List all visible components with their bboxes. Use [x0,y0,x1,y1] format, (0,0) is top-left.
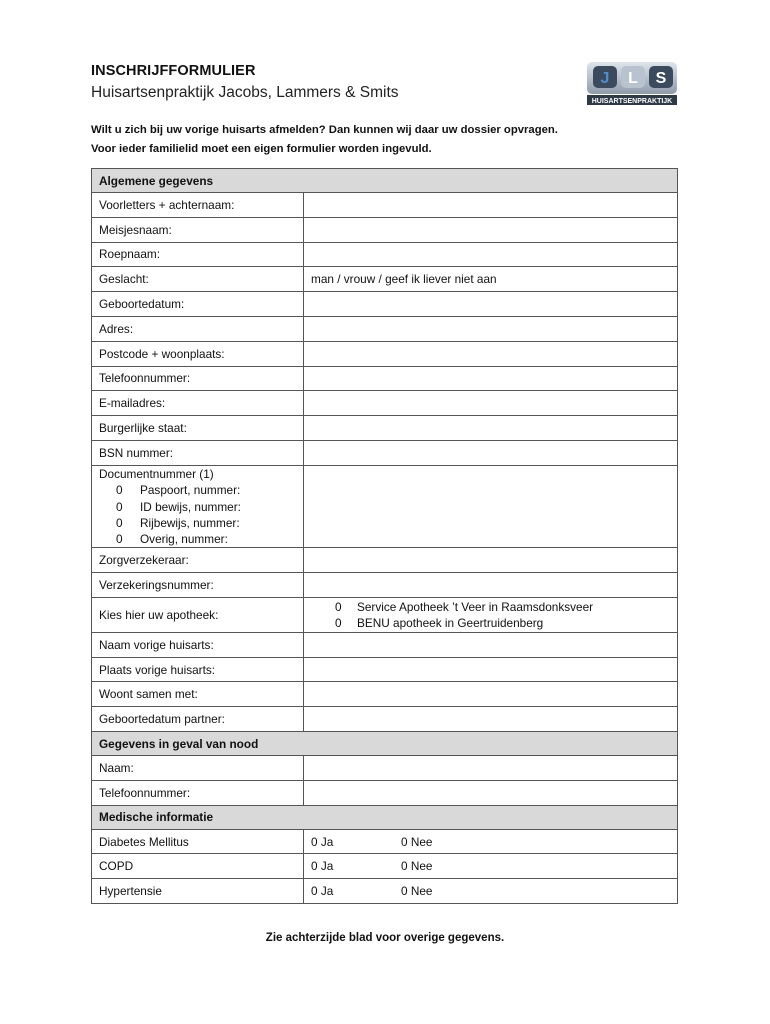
section-algemeen: Algemene gegevens [92,169,678,193]
option-ja[interactable]: 0 Ja [311,859,334,874]
field-input-nood-telefoon[interactable] [304,780,678,805]
field-label-document [92,465,304,547]
document-option-id[interactable] [99,498,296,514]
form-row [92,366,678,391]
field-label-roepnaam: Roepnaam: [92,242,304,267]
form-row [92,682,678,707]
document-option-label: ID bewijs, nummer: [140,499,241,514]
field-input-bsn[interactable] [304,440,678,465]
field-label-plaats-huisarts: Plaats vorige huisarts: [92,657,304,682]
section-header-row [92,805,678,829]
document-option-rijbewijs[interactable] [99,515,296,531]
document-option-paspoort[interactable] [99,482,296,498]
section-medisch: Medische informatie [92,805,678,829]
field-input-plaats-huisarts[interactable] [304,657,678,682]
field-input-postcode[interactable] [304,341,678,366]
field-label-burgerlijke-staat: Burgerlijke staat: [92,416,304,441]
medical-label-hypertensie: Hypertensie [92,879,304,904]
field-input-geboortedatum[interactable] [304,292,678,317]
field-label-meisjesnaam: Meisjesnaam: [92,217,304,242]
option-ja[interactable]: 0 Ja [311,884,334,899]
option-nee[interactable]: 0 Nee [401,859,433,874]
form-row [92,756,678,781]
form-row-apotheek [92,597,678,632]
radio-marker: 0 [335,599,342,614]
intro-line-2: Voor ieder familielid moet een eigen formulier worden ingevuld. [91,143,432,155]
medical-options-hypertensie [304,879,678,904]
form-row [92,440,678,465]
form-row [92,217,678,242]
field-label-bsn: BSN nummer: [92,440,304,465]
radio-marker: 0 [116,483,123,498]
practice-logo [585,58,679,106]
medical-label-copd: COPD [92,854,304,879]
form-row [92,416,678,441]
document-option-label: Paspoort, nummer: [140,483,241,498]
field-input-woont-samen[interactable] [304,682,678,707]
medical-options-copd [304,854,678,879]
form-row [92,657,678,682]
intro-line-1: Wilt u zich bij uw vorige huisarts afmelden? Dan kunnen wij daar uw dossier opvragen. [91,124,558,136]
field-label-woont-samen: Woont samen met: [92,682,304,707]
option-ja[interactable]: 0 Ja [311,834,334,849]
field-input-email[interactable] [304,391,678,416]
form-row [92,632,678,657]
section-nood: Gegevens in geval van nood [92,732,678,756]
field-input-zorgverzekeraar[interactable] [304,548,678,573]
medical-row [92,829,678,854]
document-option-label: Rijbewijs, nummer: [140,515,240,530]
document-option-overig[interactable] [99,531,296,547]
field-label-email: E-mailadres: [92,391,304,416]
logo-letter-l: L [628,70,638,87]
logo-caption: HUISARTSENPRAKTIJK [591,98,673,105]
field-label-vorige-huisarts: Naam vorige huisarts: [92,632,304,657]
field-input-telefoon[interactable] [304,366,678,391]
field-label-nood-telefoon: Telefoonnummer: [92,780,304,805]
field-input-adres[interactable] [304,316,678,341]
registration-form-table [91,168,678,904]
practice-name: Huisartsenpraktijk Jacobs, Lammers & Smits [91,84,399,101]
field-label-verzekeringsnummer: Verzekeringsnummer: [92,573,304,598]
logo-letter-j: J [600,70,610,87]
radio-marker: 0 [116,515,123,530]
field-input-geslacht[interactable]: man / vrouw / geef ik liever niet aan [304,267,678,292]
form-row [92,316,678,341]
medical-options-diabetes [304,829,678,854]
field-input-meisjesnaam[interactable] [304,217,678,242]
apotheek-option-label: BENU apotheek in Geertruidenberg [357,615,544,630]
medical-label-diabetes: Diabetes Mellitus [92,829,304,854]
field-input-apotheek [304,597,678,632]
field-label-apotheek: Kies hier uw apotheek: [92,597,304,632]
medical-row [92,854,678,879]
field-input-geboortedatum-partner[interactable] [304,707,678,732]
field-label-zorgverzekeraar: Zorgverzekeraar: [92,548,304,573]
field-input-naam[interactable] [304,193,678,218]
form-row [92,341,678,366]
field-label-nood-naam: Naam: [92,756,304,781]
section-header-row [92,169,678,193]
document-heading: Documentnummer (1) [99,466,214,481]
field-label-geslacht: Geslacht: [92,267,304,292]
field-input-burgerlijke-staat[interactable] [304,416,678,441]
apotheek-option-benu[interactable] [311,615,670,631]
field-input-roepnaam[interactable] [304,242,678,267]
form-row [92,292,678,317]
field-label-postcode: Postcode + woonplaats: [92,341,304,366]
radio-marker: 0 [335,615,342,630]
form-row [92,573,678,598]
form-row [92,193,678,218]
form-row [92,707,678,732]
field-input-verzekeringsnummer[interactable] [304,573,678,598]
radio-marker: 0 [116,499,123,514]
field-label-telefoon: Telefoonnummer: [92,366,304,391]
section-header-row [92,732,678,756]
form-row-document [92,465,678,547]
field-label-geboortedatum: Geboortedatum: [92,292,304,317]
form-row [92,242,678,267]
form-row [92,267,678,292]
form-row [92,548,678,573]
field-input-document[interactable] [304,465,678,547]
option-nee[interactable]: 0 Nee [401,884,433,899]
field-label-naam: Voorletters + achternaam: [92,193,304,218]
medical-row [92,879,678,904]
radio-marker: 0 [116,532,123,547]
form-row [92,780,678,805]
logo-letter-s: S [655,70,667,87]
form-title: INSCHRIJFFORMULIER [91,63,256,79]
footer-note: Zie achterzijde blad voor overige gegevens. [265,932,505,944]
field-label-adres: Adres: [92,316,304,341]
apotheek-option-label: Service Apotheek ’t Veer in Raamsdonksveer [357,599,594,614]
field-input-vorige-huisarts[interactable] [304,632,678,657]
field-input-nood-naam[interactable] [304,756,678,781]
field-label-geboortedatum-partner: Geboortedatum partner: [92,707,304,732]
form-row [92,391,678,416]
document-option-label: Overig, nummer: [140,532,228,547]
apotheek-option-service[interactable] [311,599,670,615]
option-nee[interactable]: 0 Nee [401,834,433,849]
